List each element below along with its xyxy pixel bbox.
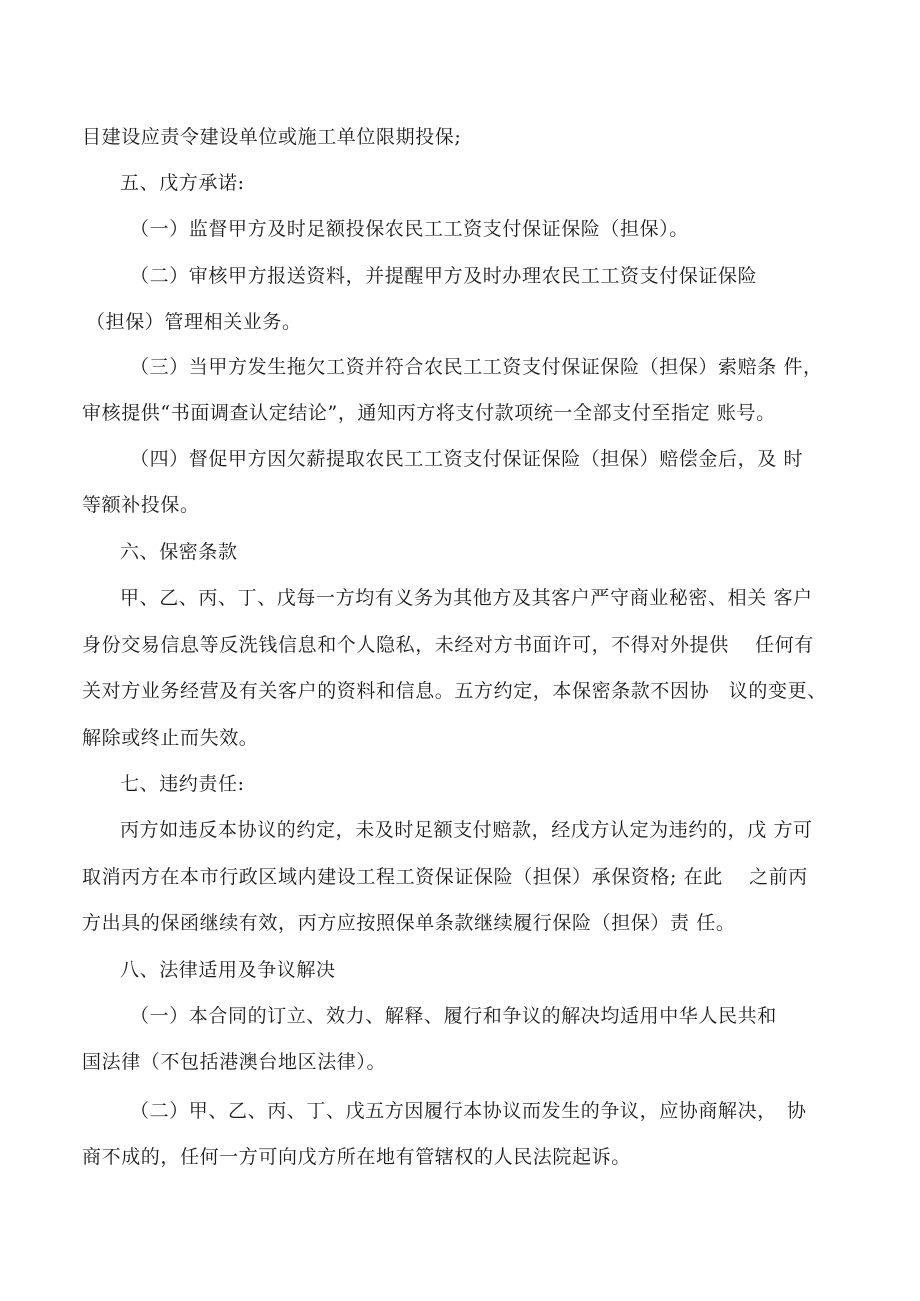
text-line: 甲、乙、丙、丁、戊每一方均有义务为其他方及其客户严守商业秘密、相关 客户: [120, 587, 813, 609]
text-line: （二）甲、乙、丙、丁、戊五方因履行本协议而发生的争议，应协商解决， 协: [130, 1100, 807, 1122]
text-line: （担保）管理相关业务。: [86, 311, 302, 333]
text-line: 解除或终止而失效。: [82, 727, 259, 749]
text-line: 身份交易信息等反洗钱信息和个人隐私，未经对方书面许可，不得对外提供 任何有: [82, 634, 814, 656]
text-line: 取消丙方在本市行政区域内建设工程工资保证保险（担保）承保资格; 在此 之前丙: [82, 866, 808, 888]
text-line: 丙方如违反本协议的约定，未及时足额支付赔款，经戊方认定为违约的，戊 方可: [120, 819, 813, 841]
section-heading: 五、戊方承诺:: [120, 172, 245, 194]
text-line: 目建设应责令建设单位或施工单位限期投保;: [82, 126, 462, 148]
text-line: （三）当甲方发生拖欠工资并符合农民工工资支付保证保险（担保）索赔条 件，: [130, 356, 823, 378]
section-heading: 七、违约责任:: [120, 773, 245, 795]
section-heading: 八、法律适用及争议解决: [120, 959, 336, 981]
text-line: 关对方业务经营及有关客户的资料和信息。五方约定，本保密条款不因协 议的变更、: [82, 680, 827, 702]
text-line: （二）审核甲方报送资料，并提醒甲方及时办理农民工工资支付保证保险: [130, 265, 758, 287]
text-line: 方出具的保函继续有效，丙方应按照保单条款继续履行保险（担保）责 任。: [82, 912, 736, 934]
text-line: （四）督促甲方因欠薪提取农民工工资支付保证保险（担保）赔偿金后，及 时: [130, 448, 804, 470]
text-line: （一）监督甲方及时足额投保农民工工资支付保证保险（担保）。: [130, 218, 689, 240]
text-line: 国法律（不包括港澳台地区法律）。: [82, 1051, 387, 1073]
text-line: 商不成的，任何一方可向戊方所在地有管辖权的人民法院起诉。: [82, 1146, 631, 1168]
text-line: （一）本合同的订立、效力、解释、履行和争议的解决均适用中华人民共和: [130, 1005, 777, 1027]
text-line: 审核提供“书面调查认定结论”，通知丙方将支付款项统一全部支付至指定 账号。: [82, 402, 776, 424]
section-heading: 六、保密条款: [120, 541, 238, 563]
text-line: 等额补投保。: [82, 494, 200, 516]
